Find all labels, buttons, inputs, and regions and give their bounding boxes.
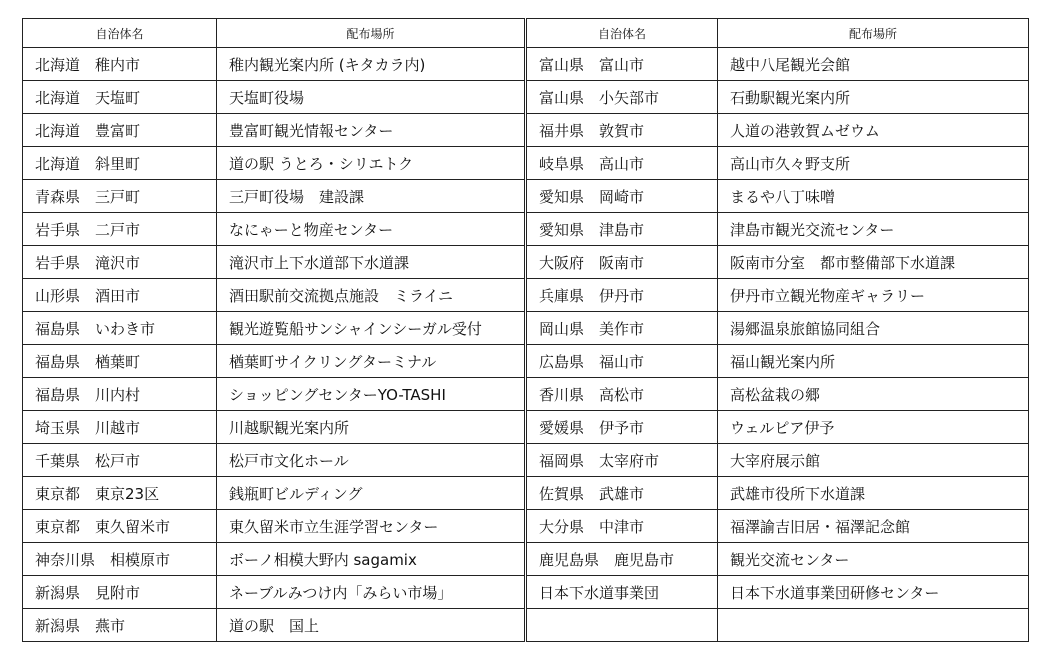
left-municipality-cell: 北海道 斜里町 — [23, 147, 217, 180]
table-row — [23, 444, 1029, 477]
table-row — [23, 510, 1029, 543]
left-municipality-cell: 岩手県 二戸市 — [23, 213, 217, 246]
right-location-cell — [718, 609, 1029, 642]
left-municipality-cell: 福島県 楢葉町 — [23, 345, 217, 378]
left-municipality-cell: 千葉県 松戸市 — [23, 444, 217, 477]
table-row — [23, 213, 1029, 246]
right-location-cell: 石動駅観光案内所 — [718, 81, 1029, 114]
right-municipality-cell: 岡山県 美作市 — [526, 312, 718, 345]
left-municipality-cell: 青森県 三戸町 — [23, 180, 217, 213]
table-row — [23, 576, 1029, 609]
right-municipality-cell: 広島県 福山市 — [526, 345, 718, 378]
right-municipality-cell — [526, 609, 718, 642]
right-location-cell: 福山観光案内所 — [718, 345, 1029, 378]
right-location-cell: 越中八尾観光会館 — [718, 48, 1029, 81]
right-municipality-cell: 大阪府 阪南市 — [526, 246, 718, 279]
table-row — [23, 378, 1029, 411]
right-location-cell: 福澤諭吉旧居・福澤記念館 — [718, 510, 1029, 543]
left-municipality-cell: 神奈川県 相模原市 — [23, 543, 217, 576]
left-location-cell: 松戸市文化ホール — [217, 444, 526, 477]
table-row — [23, 477, 1029, 510]
left-location-cell: ボーノ相模大野内 sagamix — [217, 543, 526, 576]
left-municipality-cell: 北海道 豊富町 — [23, 114, 217, 147]
left-location-cell: 道の駅 国上 — [217, 609, 526, 642]
table-row — [23, 411, 1029, 444]
right-municipality-cell: 大分県 中津市 — [526, 510, 718, 543]
right-location-cell: 日本下水道事業団研修センター — [718, 576, 1029, 609]
right-municipality-cell: 愛媛県 伊予市 — [526, 411, 718, 444]
right-municipality-cell: 福井県 敦賀市 — [526, 114, 718, 147]
right-location-cell: 観光交流センター — [718, 543, 1029, 576]
left-location-cell: ネーブルみつけ内「みらい市場」 — [217, 576, 526, 609]
right-location-cell: 伊丹市立観光物産ギャラリー — [718, 279, 1029, 312]
left-municipality-cell: 東京都 東京23区 — [23, 477, 217, 510]
right-municipality-cell: 岐阜県 高山市 — [526, 147, 718, 180]
left-location-cell: 東久留米市立生涯学習センター — [217, 510, 526, 543]
left-municipality-cell: 新潟県 見附市 — [23, 576, 217, 609]
left-municipality-cell: 北海道 天塩町 — [23, 81, 217, 114]
header-location-right: 配布場所 — [718, 19, 1029, 48]
table-row — [23, 312, 1029, 345]
table-row — [23, 345, 1029, 378]
right-municipality-cell: 福岡県 太宰府市 — [526, 444, 718, 477]
left-location-cell: 滝沢市上下水道部下水道課 — [217, 246, 526, 279]
left-location-cell: 三戸町役場 建設課 — [217, 180, 526, 213]
table-row — [23, 114, 1029, 147]
left-municipality-cell: 福島県 いわき市 — [23, 312, 217, 345]
left-municipality-cell: 東京都 東久留米市 — [23, 510, 217, 543]
header-row — [23, 19, 1029, 48]
left-location-cell: 酒田駅前交流拠点施設 ミライニ — [217, 279, 526, 312]
left-location-cell: 観光遊覧船サンシャインシーガル受付 — [217, 312, 526, 345]
right-location-cell: 高松盆栽の郷 — [718, 378, 1029, 411]
left-location-cell: なにゃーと物産センター — [217, 213, 526, 246]
table-row — [23, 180, 1029, 213]
left-municipality-cell: 岩手県 滝沢市 — [23, 246, 217, 279]
header-municipality-left: 自治体名 — [23, 19, 217, 48]
distribution-table — [22, 18, 1029, 642]
left-municipality-cell: 新潟県 燕市 — [23, 609, 217, 642]
right-location-cell: 大宰府展示館 — [718, 444, 1029, 477]
table-row — [23, 543, 1029, 576]
left-location-cell: 稚内観光案内所 (キタカラ内) — [217, 48, 526, 81]
table-row — [23, 147, 1029, 180]
right-municipality-cell: 兵庫県 伊丹市 — [526, 279, 718, 312]
right-municipality-cell: 日本下水道事業団 — [526, 576, 718, 609]
left-location-cell: 楢葉町サイクリングターミナル — [217, 345, 526, 378]
right-location-cell: 津島市観光交流センター — [718, 213, 1029, 246]
right-location-cell: まるや八丁味噌 — [718, 180, 1029, 213]
left-location-cell: 川越駅観光案内所 — [217, 411, 526, 444]
table-row — [23, 279, 1029, 312]
left-municipality-cell: 山形県 酒田市 — [23, 279, 217, 312]
left-municipality-cell: 福島県 川内村 — [23, 378, 217, 411]
right-location-cell: 高山市久々野支所 — [718, 147, 1029, 180]
left-location-cell: 銭瓶町ビルディング — [217, 477, 526, 510]
left-location-cell: 豊富町観光情報センター — [217, 114, 526, 147]
left-location-cell: 天塩町役場 — [217, 81, 526, 114]
right-municipality-cell: 富山県 小矢部市 — [526, 81, 718, 114]
table-row — [23, 246, 1029, 279]
right-location-cell: 人道の港敦賀ムゼウム — [718, 114, 1029, 147]
header-municipality-right: 自治体名 — [526, 19, 718, 48]
right-municipality-cell: 鹿児島県 鹿児島市 — [526, 543, 718, 576]
table-row — [23, 81, 1029, 114]
left-location-cell: ショッピングセンターYO-TASHI — [217, 378, 526, 411]
right-location-cell: 阪南市分室 都市整備部下水道課 — [718, 246, 1029, 279]
table-body — [23, 48, 1029, 642]
table-row — [23, 609, 1029, 642]
right-municipality-cell: 愛知県 津島市 — [526, 213, 718, 246]
right-location-cell: 武雄市役所下水道課 — [718, 477, 1029, 510]
right-municipality-cell: 香川県 高松市 — [526, 378, 718, 411]
right-municipality-cell: 佐賀県 武雄市 — [526, 477, 718, 510]
right-municipality-cell: 富山県 富山市 — [526, 48, 718, 81]
left-municipality-cell: 埼玉県 川越市 — [23, 411, 217, 444]
header-location-left: 配布場所 — [217, 19, 526, 48]
table-row — [23, 48, 1029, 81]
right-municipality-cell: 愛知県 岡崎市 — [526, 180, 718, 213]
left-location-cell: 道の駅 うとろ・シリエトク — [217, 147, 526, 180]
right-location-cell: 湯郷温泉旅館協同組合 — [718, 312, 1029, 345]
right-location-cell: ウェルピア伊予 — [718, 411, 1029, 444]
left-municipality-cell: 北海道 稚内市 — [23, 48, 217, 81]
